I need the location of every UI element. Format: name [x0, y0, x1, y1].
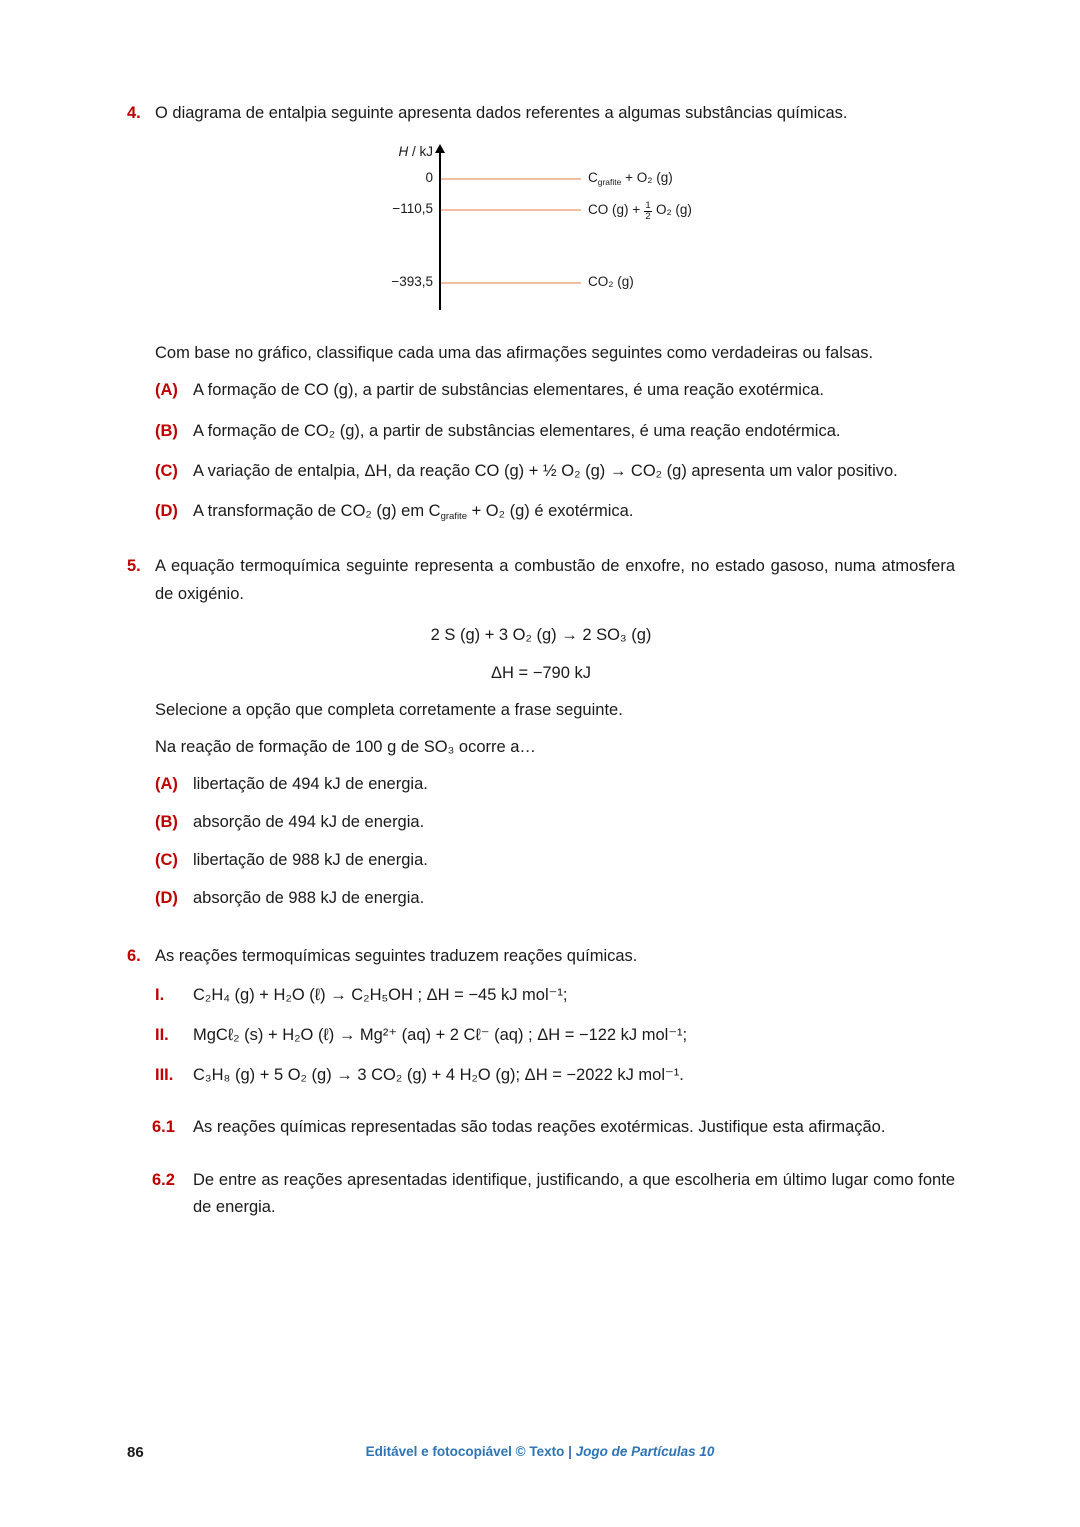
- option-4d-letter: (D): [155, 502, 178, 521]
- option-4c-text: A variação de entalpia, ΔH, da reação CO (g) + ½ O₂ (g) → CO₂ (g) apresenta um valor positivo.: [193, 461, 898, 480]
- option-4b-text: A formação de CO₂ (g), a partir de substâncias elementares, é uma reação endotérmica.: [193, 421, 841, 440]
- question-4-options: [127, 377, 955, 525]
- reaction-item-1: [155, 982, 955, 1009]
- option-5d-text: absorção de 988 kJ de energia.: [193, 889, 425, 908]
- question-5-prompt-2-text: Na reação de formação de 100 g de SO₃ ocorre a…: [155, 738, 536, 757]
- question-6-2-number: 6.2: [152, 1170, 175, 1189]
- level-0-label: [588, 170, 673, 187]
- content: [127, 100, 955, 1221]
- footer-text: [0, 1441, 1080, 1463]
- question-6-1-text: As reações químicas representadas são todas reações exotérmicas. Justifique esta afirmação.: [193, 1118, 886, 1137]
- level-2-line: [441, 282, 581, 284]
- level-0-line: [441, 178, 581, 180]
- footer: [0, 1441, 1080, 1463]
- level-0-label-pre: C: [588, 170, 598, 186]
- option-5a-letter: (A): [155, 774, 178, 793]
- question-6-1-number: 6.1: [152, 1118, 175, 1137]
- level-1-label: [588, 201, 692, 222]
- question-4-intro: O diagrama de entalpia seguinte apresenta dados referentes a algumas substâncias químicas.: [155, 104, 848, 122]
- footer-text-main: Editável e fotocopiável © Texto |: [365, 1444, 576, 1459]
- reaction-item-2-numeral: II.: [155, 1025, 169, 1044]
- question-4-prompt-text: Com base no gráfico, classifique cada uma das afirmações seguintes como verdadeiras ou falsas.: [155, 344, 874, 363]
- question-5-delta-h: ΔH = −790 kJ: [491, 663, 591, 682]
- question-4-prompt: [127, 340, 955, 367]
- reaction-item-1-text: C₂H₄ (g) + H₂O (ℓ) → C₂H₅OH ; ΔH = −45 kJ mol⁻¹;: [193, 985, 568, 1004]
- page-number: 86: [127, 1444, 144, 1461]
- option-5a: [155, 771, 955, 798]
- question-6-number: 6.: [127, 946, 141, 965]
- option-4b: [155, 418, 955, 445]
- option-4d-text-sub: grafite: [440, 511, 467, 523]
- option-5c-text: libertação de 988 kJ de energia.: [193, 851, 428, 870]
- option-5b-text: absorção de 494 kJ de energia.: [193, 812, 425, 831]
- option-4d: [155, 498, 955, 525]
- spacer: [127, 734, 155, 761]
- reaction-item-1-numeral: I.: [155, 985, 165, 1004]
- fraction-numerator: 1: [645, 200, 651, 212]
- option-4d-text-pre: A transformação de CO₂ (g) em C: [193, 502, 441, 521]
- reaction-item-2-text: MgCℓ₂ (s) + H₂O (ℓ) → Mg²⁺ (aq) + 2 Cℓ⁻ (aq) ; ΔH = −122 kJ mol⁻¹;: [193, 1025, 688, 1044]
- level-0-label-post: + O₂ (g): [621, 170, 673, 186]
- question-6-items: [127, 982, 955, 1090]
- level-1-label-pre: CO (g) +: [588, 202, 644, 218]
- question-5-options: [127, 771, 955, 913]
- option-5c-letter: (C): [155, 851, 178, 870]
- option-5d: [155, 885, 955, 912]
- question-5-equation: 2 S (g) + 3 O₂ (g) → 2 SO₃ (g): [430, 625, 652, 644]
- axis-label-unit: / kJ: [408, 144, 433, 160]
- question-5-intro: A equação termoquímica seguinte representa a combustão de enxofre, no estado gasoso, numa atmosfera de oxigénio.: [155, 557, 955, 603]
- axis-label-h: H: [398, 144, 409, 160]
- fraction-denominator: 2: [645, 211, 651, 223]
- option-4b-letter: (B): [155, 421, 178, 440]
- question-5-prompt-2: [127, 734, 955, 761]
- question-5-prompt-1: [127, 697, 955, 724]
- question-4: [127, 100, 955, 127]
- level-2-value: −393,5: [391, 274, 433, 290]
- question-5: [127, 553, 955, 607]
- option-5c: [155, 847, 955, 874]
- question-6-2-text: De entre as reações apresentadas identifique, justificando, a que escolheria em último lugar como fonte de energia.: [193, 1170, 955, 1216]
- level-0-label-sub: grafite: [597, 177, 622, 188]
- reaction-item-2: [155, 1022, 955, 1049]
- question-6-2: [152, 1167, 955, 1221]
- reaction-item-3-numeral: III.: [155, 1066, 174, 1085]
- level-1-value: −110,5: [392, 201, 433, 217]
- option-4d-text: [193, 498, 955, 525]
- option-5b-letter: (B): [155, 812, 178, 831]
- option-5d-letter: (D): [155, 889, 178, 908]
- diagram-axis-label: [377, 144, 433, 160]
- footer-text-book-title: Jogo de Partículas 10: [575, 1444, 715, 1459]
- level-0-value: 0: [425, 170, 433, 186]
- question-6: [127, 943, 955, 970]
- option-4c-letter: (C): [155, 461, 178, 480]
- option-4a-letter: (A): [155, 381, 178, 400]
- question-5-prompt-1-text: Selecione a opção que completa corretamente a frase seguinte.: [155, 701, 623, 720]
- level-1-label-post: O₂ (g): [652, 202, 692, 218]
- option-4a-text: A formação de CO (g), a partir de substâncias elementares, é uma reação exotérmica.: [193, 381, 824, 400]
- level-1-line: [441, 209, 581, 211]
- spacer: [127, 340, 155, 367]
- option-5b: [155, 809, 955, 836]
- level-2-label: CO₂ (g): [588, 274, 634, 290]
- option-4a: [155, 377, 955, 404]
- option-4c: [155, 458, 955, 485]
- enthalpy-diagram: [387, 146, 827, 324]
- reaction-item-3: [155, 1062, 955, 1089]
- question-6-1: [152, 1114, 955, 1141]
- one-half-fraction: [644, 201, 652, 222]
- spacer: [127, 697, 155, 724]
- question-5-number: 5.: [127, 557, 141, 576]
- question-6-intro: As reações termoquímicas seguintes traduzem reações químicas.: [155, 946, 638, 965]
- reaction-item-3-text: C₃H₈ (g) + 5 O₂ (g) → 3 CO₂ (g) + 4 H₂O (g); ΔH = −2022 kJ mol⁻¹.: [193, 1066, 684, 1085]
- option-5a-text: libertação de 494 kJ de energia.: [193, 774, 428, 793]
- option-4d-text-post: + O₂ (g) é exotérmica.: [466, 502, 634, 521]
- question-4-number: 4.: [127, 104, 141, 122]
- axis-line: [439, 152, 441, 310]
